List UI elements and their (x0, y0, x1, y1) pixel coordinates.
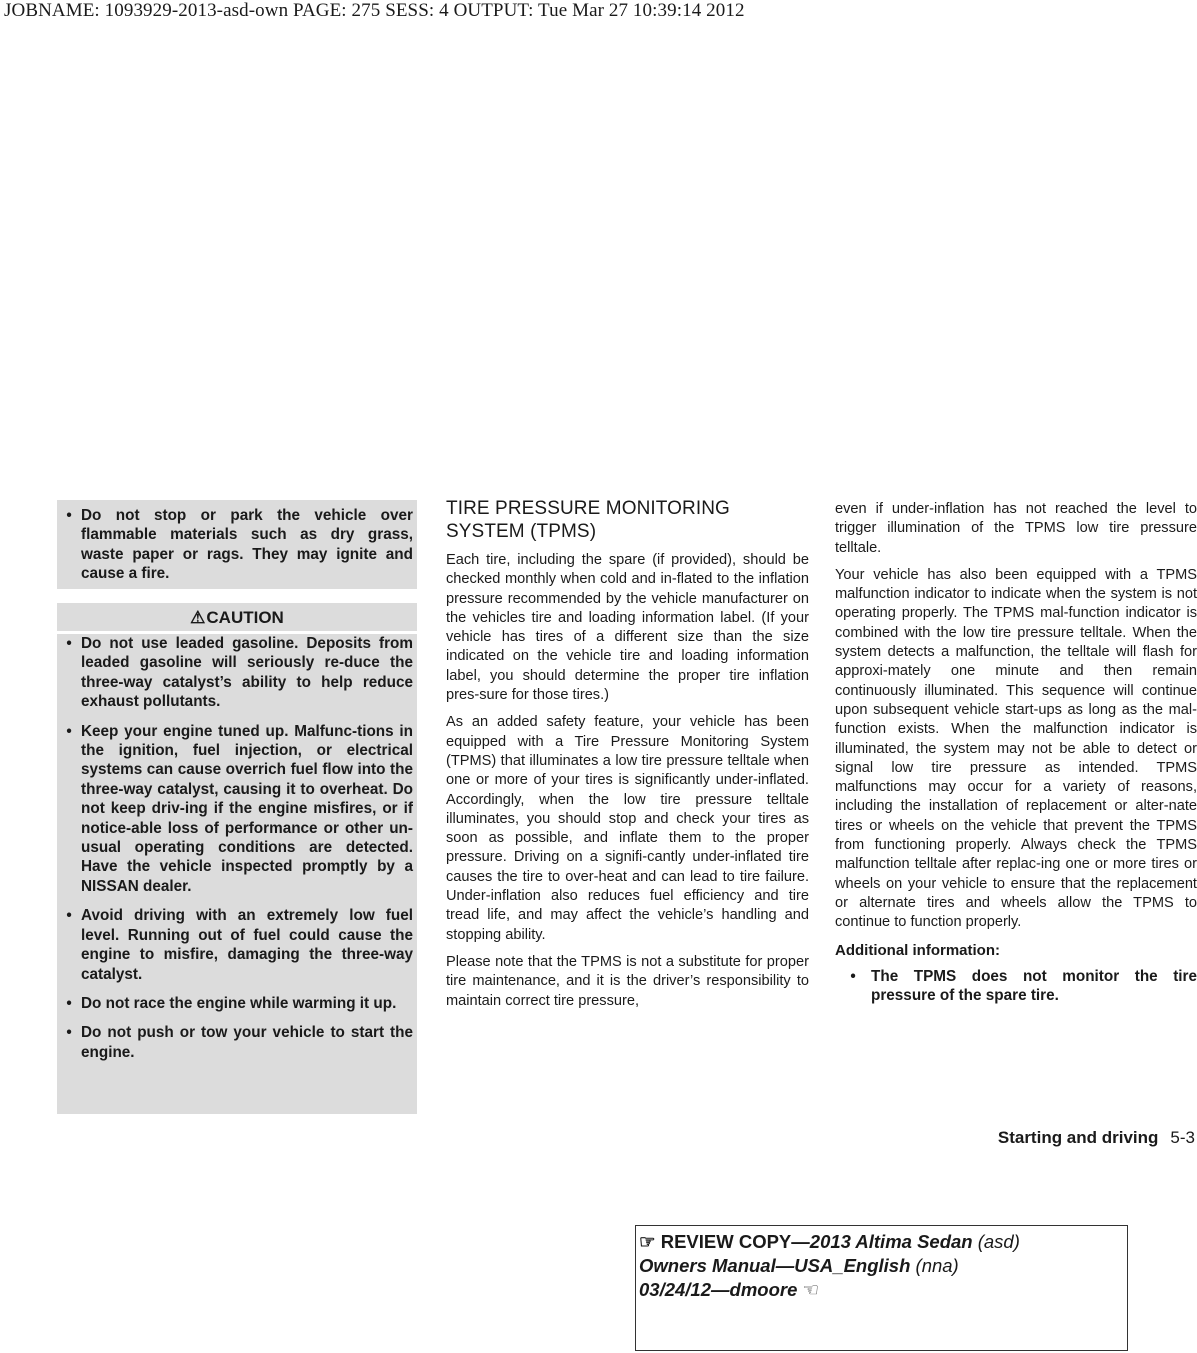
caution-text: Do not use leaded gasoline. Deposits from leaded gasoline will seriously re-duce the three-way catalyst’s ability to help reduce exhaust pollutants. (81, 635, 413, 711)
pointing-hand-icon: ☜ (802, 1279, 820, 1300)
bullet-icon: • (66, 635, 72, 652)
list-item (835, 967, 1197, 1006)
section-heading (446, 497, 809, 543)
review-manual: Owners Manual—USA_English (639, 1255, 911, 1276)
review-title: 2013 Altima Sedan (809, 1231, 973, 1252)
middle-column (446, 497, 809, 1019)
list-item (57, 994, 413, 1013)
bullet-icon: • (850, 967, 856, 985)
warning-text: Do not stop or park the vehicle over flammable materials such as dry grass, waste paper or rags. They may ignite and cause a fire. (81, 507, 413, 583)
paragraph: even if under-inflation has not reached the level to trigger illumination of the TPMS low tire pressure telltale. (835, 501, 1197, 556)
info-bullet-text: The TPMS does not monitor the tire pressure of the spare tire. (871, 967, 1197, 1004)
review-code: (asd) (972, 1231, 1020, 1252)
review-date-author: 03/24/12—dmoore (639, 1279, 798, 1300)
list-item (57, 634, 413, 712)
review-copy-stamp (635, 1225, 1128, 1351)
list-item (57, 1023, 413, 1062)
caution-box (57, 634, 417, 1114)
heading-line-2: SYSTEM (TPMS) (446, 521, 597, 542)
bullet-icon: • (66, 907, 72, 925)
job-header-line: JOBNAME: 1093929-2013-asd-own PAGE: 275 SESS: 4 OUTPUT: Tue Mar 27 10:39:14 2012 (4, 0, 745, 21)
review-line-3 (639, 1278, 1127, 1302)
caution-text: Do not race the engine while warming it up. (81, 994, 397, 1012)
section-name: Starting and driving (997, 1128, 1159, 1147)
review-prefix: ☞ REVIEW COPY— (639, 1231, 810, 1252)
page-footer (998, 1128, 1195, 1148)
page-number: 5-3 (1170, 1128, 1195, 1147)
review-line-2 (639, 1254, 1127, 1278)
bullet-icon: • (66, 507, 72, 524)
bullet-icon: • (66, 994, 72, 1012)
list-item (57, 506, 413, 584)
list-item (57, 722, 413, 897)
paragraph: Your vehicle has also been equipped with a TPMS malfunction indicator to indicate when the system is not operating properly. The TPMS mal-function indicator is combined with the low tire pressure telltale. When the system detects a malfunction, the telltale will flash for approxi-mately one minute and then remain continuously illuminated. This sequence will continue upon subsequent vehicle start-ups as long as the mal-function exists. When the malfunction indicator is illuminated, the system may not be able to detect or signal low tire pressure as intended. TPMS malfunctions may occur for a variety of reasons, including the installation of replacement or alter-nate tires or wheels on the vehicle that prevent the TPMS from functioning properly. Always check the TPMS malfunction telltale after replac-ing one or more tires or wheels on your vehicle to ensure that the replacement or alternate tires and wheels allow the TPMS to continue to function properly. (835, 566, 1197, 931)
paragraph: Each tire, including the spare (if provided), should be checked monthly when cold and in-flated to the inflation pressure recommended by the vehicle manufacturer on the vehicles tire and loading information label. (If your vehicle has tires of a different size than the size indicated on the vehicle tire and loading information label, you should determine the proper tire inflation pres-sure for those tires.) (446, 552, 809, 704)
review-lang-code: (nna) (910, 1255, 959, 1276)
bullet-icon: • (66, 722, 72, 740)
paragraph: As an added safety feature, your vehicle has been equipped with a Tire Pressure Monitoring System (TPMS) that illuminates a low tire pressure telltale when one or more of your tires is significantly under-inflated. Accordingly, when the low tire pressure telltale illuminates, you should stop and check your tires as soon as possible, and inflate them to the proper pressure. Driving on a signifi-cantly under-inflated tire causes the tire to over-heat and can lead to tire failure. Under-inflation also reduces fuel efficiency and tire tread life, and may affect the vehicle’s handling and stopping ability. (446, 714, 809, 943)
list-item (57, 906, 413, 984)
caution-text: Do not push or tow your vehicle to start the engine. (81, 1024, 413, 1061)
bullet-icon: • (66, 1024, 72, 1042)
warning-triangle-icon: ⚠ (190, 608, 206, 627)
subheading: Additional information: (835, 941, 1000, 959)
review-line-1 (639, 1230, 1127, 1254)
right-column (835, 500, 1197, 1005)
caution-title: CAUTION (206, 608, 284, 627)
caution-text: Keep your engine tuned up. Malfunc-tions in the ignition, fuel injection, or electrical systems can cause overrich fuel flow into the three-way catalyst, causing it to overheat. Do not keep driv-ing if the engine misfires, or if notice-able loss of performance or other un-usual operating conditions are detected. Have the vehicle inspected promptly by a NISSAN dealer. (81, 722, 413, 895)
paragraph: Please note that the TPMS is not a substitute for proper tire maintenance, and it is the driver’s responsibility to maintain correct tire pressure, (446, 953, 809, 1009)
heading-line-1: TIRE PRESSURE MONITORING (446, 498, 730, 519)
warning-box (57, 500, 417, 589)
caution-text: Avoid driving with an extremely low fuel level. Running out of fuel could cause the engine to misfire, damaging the three-way catalyst. (81, 907, 413, 983)
caution-header (57, 603, 417, 631)
